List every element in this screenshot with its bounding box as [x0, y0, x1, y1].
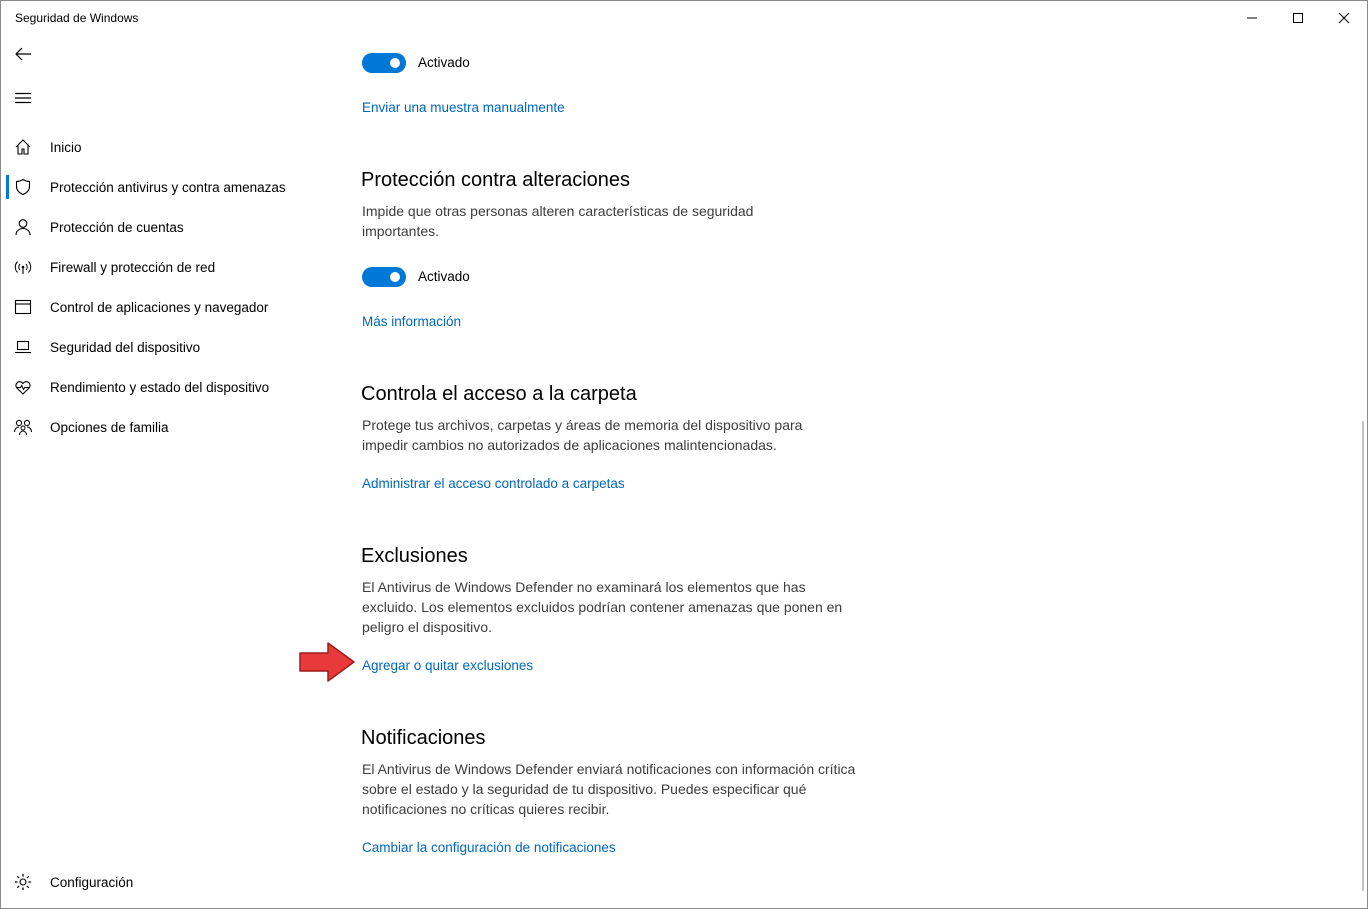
exclusions-description: El Antivirus de Windows Defender no examinará los elementos que has excluido. Los elementos excluidos podrían contener amenazas que ponen en peligro el dispositivo.	[362, 579, 843, 635]
sidebar-item-inicio[interactable]	[1, 127, 321, 167]
sidebar-item-familia[interactable]	[1, 407, 321, 447]
sidebar-item-configuracion[interactable]	[1, 862, 321, 902]
sidebar-item-antivirus[interactable]	[1, 167, 321, 207]
browser-window-icon	[1, 287, 45, 327]
sidebar-item-firewall[interactable]	[1, 247, 321, 287]
sidebar-item-label: Protección antivirus y contra amenazas	[50, 179, 286, 195]
toggle-knob	[390, 58, 400, 68]
shield-icon	[1, 167, 45, 207]
sidebar-item-rendimiento[interactable]	[1, 367, 321, 407]
person-icon	[1, 207, 45, 247]
add-remove-exclusions-link[interactable]: Agregar o quitar exclusiones	[362, 658, 534, 673]
toggle-state-label: Activado	[418, 269, 470, 284]
exclusions-title: Exclusiones	[361, 545, 468, 567]
laptop-icon	[1, 327, 45, 367]
hamburger-icon	[14, 92, 32, 104]
tamper-protection-title: Protección contra alteraciones	[361, 169, 631, 191]
sidebar-item-label: Opciones de familia	[50, 419, 169, 435]
back-button[interactable]	[1, 34, 45, 74]
toggle-state-label: Activado	[418, 55, 470, 70]
sidebar-item-aplicaciones[interactable]	[1, 287, 321, 327]
heart-pulse-icon	[1, 367, 45, 407]
sidebar-item-label: Inicio	[50, 139, 82, 155]
manage-folder-access-link[interactable]: Administrar el acceso controlado a carpetas	[362, 476, 625, 491]
red-pointer-arrow-icon	[298, 641, 358, 688]
change-notification-settings-link[interactable]: Cambiar la configuración de notificaciones	[362, 840, 616, 855]
sidebar-item-cuentas[interactable]	[1, 207, 321, 247]
sidebar-item-dispositivo[interactable]	[1, 327, 321, 367]
minimize-button[interactable]	[1229, 1, 1275, 35]
submit-sample-link[interactable]: Enviar una muestra manualmente	[362, 100, 565, 115]
title-bar	[1, 1, 1367, 35]
folder-access-description: Protege tus archivos, carpetas y áreas de memoria del dispositivo para impedir cambios no autorizados de aplicaciones malintencionadas.	[362, 417, 803, 453]
sidebar-item-label: Seguridad del dispositivo	[50, 339, 201, 355]
vertical-scrollbar[interactable]	[1362, 421, 1364, 891]
sidebar-item-label: Control de aplicaciones y navegador	[50, 299, 269, 315]
sidebar-item-label: Firewall y protección de red	[50, 259, 216, 275]
notifications-title: Notificaciones	[361, 727, 486, 749]
realtime-toggle[interactable]	[362, 53, 406, 73]
wireless-signal-icon	[1, 247, 45, 287]
window-title: Seguridad de Windows	[15, 11, 139, 25]
home-icon	[1, 127, 45, 167]
gear-icon	[1, 862, 45, 902]
tamper-protection-description: Impide que otras personas alteren características de seguridad importantes.	[362, 203, 754, 239]
more-info-link[interactable]: Más información	[362, 314, 462, 329]
notifications-description: El Antivirus de Windows Defender enviará notificaciones con información crítica sobre el estado y la seguridad de tu dispositivo. Puedes especificar qué notificaciones no críticas quieres recibir.	[362, 761, 856, 817]
close-icon	[1338, 12, 1350, 24]
family-icon	[1, 407, 45, 447]
minimize-icon	[1246, 12, 1258, 24]
maximize-icon	[1292, 12, 1304, 24]
tamper-protection-toggle[interactable]	[362, 267, 406, 287]
folder-access-title: Controla el acceso a la carpeta	[361, 383, 637, 405]
sidebar-item-label: Protección de cuentas	[50, 219, 184, 235]
menu-button[interactable]	[1, 78, 45, 118]
sidebar-item-label: Rendimiento y estado del dispositivo	[50, 379, 270, 395]
sidebar-item-label: Configuración	[50, 874, 134, 890]
back-arrow-icon	[14, 46, 32, 62]
toggle-knob	[390, 272, 400, 282]
maximize-button[interactable]	[1275, 1, 1321, 35]
close-button[interactable]	[1321, 1, 1367, 35]
